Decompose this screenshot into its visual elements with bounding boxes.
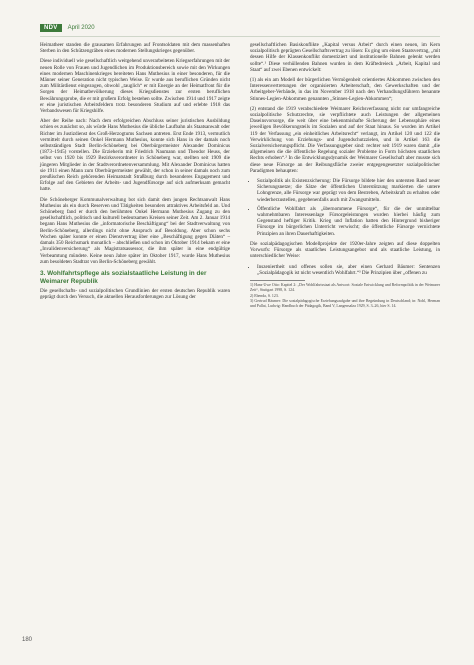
footnote-divider [250,280,305,281]
body-paragraph: Die gesellschafts- und sozialpolitischen Grundlinien der ersten deutschen Republik waren geprägt durch den Versuch, die aktuellen Herausforderungen zur Lösung der [40,288,230,301]
page-number: 180 [22,637,33,643]
body-paragraph: Heimatheer standen die grausamen Erfahrungen auf Frontsoldaten mit dem massenhaften Sterben in den Schützengräben eines modernen Stellungskrieges gegenüber. [40,42,230,55]
journal-badge: NDV [40,24,62,32]
left-column [40,42,230,305]
footnote: 3) Gertrud Bäumer: Die sozialpädagogische Erziehungsaufgabe und ihre Begründung in Deutschland; in: Nohl, Herman und Pallat, Ludwig: Handbuch der Pädagogik, Band V, Langensalza 1929, S. 3–26, hier S. 14. [250,299,440,309]
footnote: 1) Hans-Uwe Otto: Kapitel 2: „Der Wohlfahrtsstaat als Antwort: Soziale Entwicklung und Reformpolitik in der Weimarer Zeit“, Stuttgart 1998, S. 124. [250,282,440,292]
body-paragraph: (2) entstand die 1919 verabschiedete Weimarer Reichsverfassung nicht nur umfangreiche sozialpolitische Schutzrechte, sie verpflichtete auch Leistungen der allgemeinen Daseinsvorsorge, die weit über eine bekenntnishafte Sicherung der Lebenssphäre eines jeweiligen Bevölkerungsteils im Sozialen und auf der Staat hinaus. So wurden im Artikel 119 der Verfassung „ein einheitliches Arbeitsrecht“ verlangt, im Artikel 120 und 122 die Verwirklichung von Erziehungs- und Jugendschutzzielen, und in Artikel 163 die Sozialversicherungspflicht. Die Verfassungsgeber sind: rechter seit 1919 waren damit „die allgemeinen die die öffentliche Regelung sozialer Probleme in Form höchsten staatlichen Rechts erhoben“.² In die Entwicklungsdynamik der Weimarer Gesellschaft aber musste sich diese neue Fürsorge an der Reibungsfläche zweier entgegengesetzter sozialpolitischer Paradigmen behaupten: [250,105,440,174]
body-paragraph: Aber der Reihe nach: Nach dem erfolgreichen Abschluss seiner juristischen Ausbildung schien es zunächst so, als würde Hans Muthesius die übliche Laufbahn als Staatsanwalt oder Richter im Justizdienst des Groß-Herzogtums Sachsen antreten. Erst Ende 1913, vermutlich vermittelt durch seinen Onkel Hermann Muthesius, konnte sich Hans in der damals noch selbstständigen Stadt Berlin-Schöneberg bei Oberbürgermeister Alexander Dominicus (1873–1945) vorstellen. Die Erzieherin mit Friedrich Naumann und Theodor Heuss, der selbst von 1920 bis 1929 Bezirksverordneter in Schöneberg war, stellten seit 1909 die jüngeren Mitglieder in der Stadtverordnetenversammlung. Mit Alexander Dominicus hatten sie 1911 einen Mann zum Oberbürgermeister gewählt, der schon in seiner damals noch zum preußischen Reich gehörenden Heimatstadt Straßburg durch besonderes Engagement und Erfolge auf den Gebieten der Arbeits- und Jugendfürsorge auf sich aufmerksam gemacht hatte. [40,118,230,193]
right-column [250,42,440,310]
bullet-list [250,264,440,276]
page-header [40,23,95,33]
header-divider [40,36,440,37]
body-paragraph: (1) als ein am Modell der bürgerlichen Vermögenheit orientiertes Abkommen zwischen den Interessenvertretungen der organisierten Arbeiterschaft, den Gewerkschaften und der Arbeitgeber-Verbände, in das im November 1918 nach den Verhandlungsführern benannte Stinnes-Legien-Abkommen genannten „Stinnes-Legien-Abkommen“; [250,77,440,102]
list-item: • Öffentliche Wohlfahrt als „übernommene Fürsorge“, für die der unmittelbar wahrnehmbaren Interessenlage Fürsorgeleistungen wurden hierbei häufig zum Gegenstand heftiger Kritik. Krieg und Inflation hatten den Hintergrund bisheriger Fürsorge im bürgerlichen Unterricht verwischt; die öffentliche Fürsorge vernichtete Prinzipien an ihren Dauerhaftigkeiten. [257,206,440,237]
body-paragraph: Diese individuell wie gesellschaftlich weitgehend unverarbeiteten Kriegserfahrungen mit der neuen Rolle von Frauen und Jugendlichen im Produktionsbereich sowie mit den Wirkungen eines modernen Maschinenkrieges bereiteten Hans Muthesius in einer besonderen, für die Männer seiner Generation nicht typischen Weise. Er wurde aus beruflichen Gründen nicht zum Militärdienst eingezogen, obwohl „tauglich“ er mit Energie an der Heimatfront für die Sorgen der Heimatbevölkerung dieses Kriegsdienstes zur ersten beruflichen Bewährungsprobe, die er mit großem Erfolg bestehen sollte. Zwischen 1914 und 1917 zeigte er eine juristischen Arbeitsfeldern trotz besonderen Studium auf und erlebte 1918 das Verbandswesen für Kriegshilfe. [40,58,230,115]
issue-date: April 2020 [67,25,95,31]
body-paragraph: Die Schöneberger Kommunalverwaltung bot sich damit dem jungen Rechtsanwalt Hans Muthesius als ein durch Reserven und Tätigkeiten besonders attraktives Arbeitsfeld an. Und Schöneberg fand er durch den berühmten Onkel Hermann Muthesius Zugang zu den gesellschaftlich, politisch und kulturell bedeutsamen Kreisen seiner Zeit. Am 2. Januar 1914 begann Hans Muthesius die „informatorische Beschäftigung“ bei der Stadtverwaltung von Berlin-Schöneberg, allerdings nicht ohne Anspruch auf Besoldung. Aber schon sechs Wochen später konnte er einen Dienstvertrag über eine „Beschäftigung gegen Diäten“ – damals 350 Reichsmark monatlich – abschließen und schon im Oktober 1914 bekam er eine „Invalidenversicherung“ als Magistratsassessor, die ihm später in eine endgültige Verbeamtung mündete. Keine neun Jahre später im Oktober 1917, wurde Hans Muthesius zum besoldeten Stadtrat von Berlin-Schöneberg gewählt. [40,196,230,265]
footnote: 2) Ebenda, S. 123. [250,293,279,298]
list-item: • Inszeniertheit und offenes sollen sie, aber einen Gerhard Bäumer: Sentenzen „Sozialpädagogik ist nicht wesentlich Wohlfahrt.“³ Die Prinzipien über „offenen zu [257,264,440,276]
bullet-list [250,178,440,237]
body-paragraph: Die sozialpädagogischen Modellprojekte der 1920er-Jahre zeigten auf diese doppelten Vorwurfs: Fürsorge als staatliches Leistungsangebot und als staatliche Leistung, in unterschiedlicher Weise: [250,240,440,260]
body-paragraph: gesellschaftlichen Basiskonflikte „Kapital versus Arbeit“ durch einen neuen, im Kern sozialpolitisch geprägten Gesellschaftsvertrag zu lösen: Es ging um einen Staatsvertrag, „mit dessen Hilfe der Klassenkonflikt domestiziert und institutionelle Bahnen gelenkt werden sollte“.¹ Diese verhüllenden Bahnen wurden in dem Kräftedreieck „Arbeit, Kapital und Staat“ auf zwei Ebenen entwickelt: [250,42,440,73]
section-heading: 3. Wohlfahrtspflege als sozialstaatliche Leistung in der Weimarer Republik [40,269,207,285]
list-item: • Sozialpolitik als Existenzsicherung: Die Fürsorge bildete hier den untersten Rand neuer Sicherungsnetze; die Sätze der öffentlichen Unterstützung markierten die untere Lohngrenze, alle Fürsorge war geprägt von dem Bestreben, Arbeitskraft zu erhalten oder wiederherzustellen, gegebenenfalls auch mit Zwangsmitteln. [257,178,440,203]
